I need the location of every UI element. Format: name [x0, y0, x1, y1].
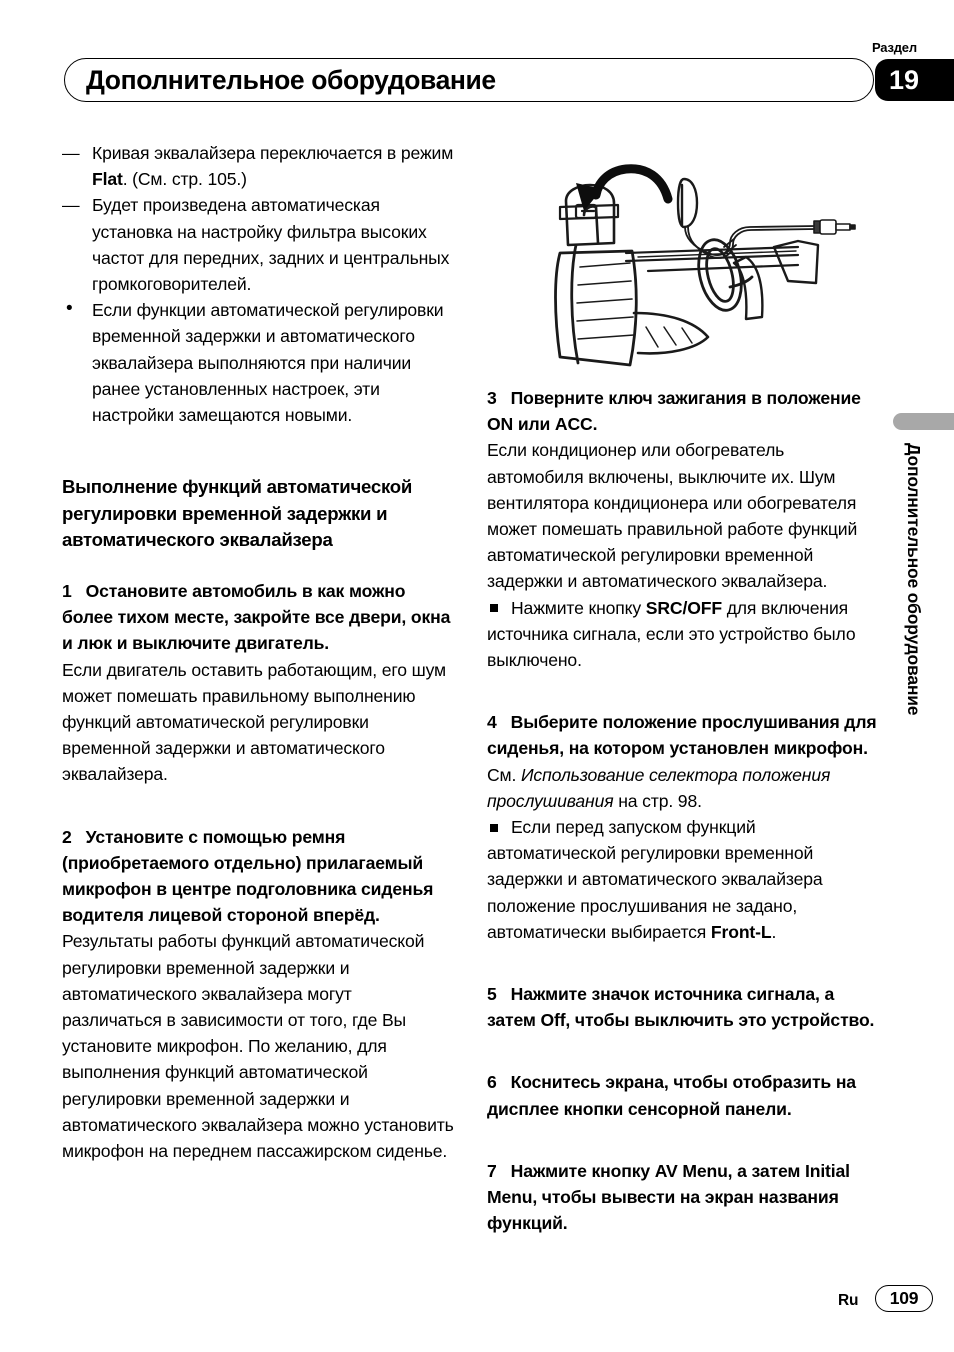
footer-language: Ru [838, 1292, 859, 1309]
dash-item [62, 192, 454, 297]
step-3-number: 3 [487, 388, 497, 408]
bullet-item: • Если функции автоматической регулировки временной задержки и автоматического эквалайзера выполняются при наличии ранее установленных настроек, эти настройки замещаются новыми. [62, 297, 454, 428]
step-3-note-text-b: для включения источника сигнала, если это устройство было выключено. [487, 597, 856, 671]
step-2-title: Установите с помощью ремня (приобретаемого отдельно) прилагаемый микрофон в центре подголовника сиденья водителя лицевой стороной вперёд. [62, 826, 434, 926]
step-4-note-text-a: Если перед запуском функций автоматической регулировки временной задержки и автоматического эквалайзера положение прослушивания не задано, автоматически выбирается [487, 817, 823, 942]
section-heading: Выполнение функций автоматической регулировки временной задержки и автоматического эквалайзера [62, 476, 413, 551]
step-4-note-bold: Front-L [710, 921, 772, 942]
step-4-note [487, 814, 879, 945]
microphone [678, 179, 697, 227]
spacer [62, 554, 454, 578]
footer-page-number: 109 [875, 1285, 933, 1312]
step-3-note-text-a: Нажмите кнопку [511, 597, 646, 618]
step-3-body: Если кондиционер или обогреватель автомобиля включены, выключите их. Шум вентилятора кондиционера или обогревателя может помешать правильной работе функций автоматической регулировки временной задержки и автоматического эквалайзера. [487, 440, 858, 592]
square-bullet-icon [490, 824, 498, 832]
step-3-note [487, 595, 879, 674]
spacer [487, 1122, 879, 1158]
square-bullet-icon [490, 604, 498, 612]
step-2 [62, 824, 454, 929]
step-3-title: Поверните ключ зажигания в положение ON или ACC. [487, 388, 861, 435]
headrest-strap [560, 205, 618, 219]
step-1-number: 1 [62, 581, 72, 602]
step-1-title: Остановите автомобиль в как можно более тихом месте, закройте все двери, окна и люк и выключите двигатель. [62, 581, 451, 654]
step-4-reference [487, 762, 879, 814]
step-5-title: Нажмите значок источника сигнала, а затем Off, чтобы выключить это устройство. [487, 984, 875, 1031]
step-5 [487, 981, 879, 1033]
dash-item-bold-a: Flat [92, 169, 123, 190]
spacer [487, 1033, 879, 1069]
step-1-body: Если двигатель оставить работающим, его шум может помешать правильному выполнению функций автоматической регулировки временной задержки и автоматического эквалайзера. [62, 659, 446, 785]
step-1 [62, 578, 454, 657]
step-6-number: 6 [487, 1072, 497, 1093]
step-3 [487, 385, 879, 437]
jack-plug [814, 220, 855, 234]
step-4 [487, 709, 879, 761]
step-5-number: 5 [487, 984, 497, 1005]
step-6 [487, 1069, 879, 1121]
right-column [487, 385, 879, 1236]
step-4-ref-prefix: См. [487, 764, 521, 785]
step-4-title: Выберите положение прослушивания для сиденья, на котором установлен микрофон. [487, 712, 877, 759]
side-tab-bar [893, 413, 954, 430]
left-column [62, 140, 454, 1164]
section-label: Раздел [872, 40, 917, 55]
dash-item-text-b: . (См. стр. 105.) [122, 169, 247, 190]
section-number-badge: 19 [875, 59, 954, 101]
dash-item [62, 140, 454, 192]
step-4-ref-suffix: на стр. 98. [613, 790, 702, 811]
step-2-number: 2 [62, 826, 72, 847]
dash-item-text-a: Кривая эквалайзера переключается в режим [92, 143, 454, 163]
page-title: Дополнительное оборудование [86, 65, 496, 95]
car-interior-microphone-illustration [498, 135, 888, 375]
step-4-number: 4 [487, 712, 497, 733]
step-3-note-bold: SRC/OFF [645, 597, 722, 618]
spacer [487, 673, 879, 709]
step-6-title: Коснитесь экрана, чтобы отобразить на дисплее кнопки сенсорной панели. [487, 1072, 856, 1119]
side-tab-label: Дополнительное оборудование [904, 443, 924, 716]
step-4-note-text-b: . [771, 921, 777, 942]
spacer [62, 428, 454, 474]
spacer [487, 945, 879, 981]
step-7-title: Нажмите кнопку AV Menu, а затем Initial Menu, чтобы вывести на экран названия функций. [487, 1160, 850, 1234]
spacer [62, 788, 454, 824]
step-7-number: 7 [487, 1160, 497, 1181]
step-7 [487, 1158, 879, 1237]
step-4-ref-italic: Использование селектора положения прослушивания [487, 764, 831, 811]
seat-cushion [634, 313, 708, 353]
dash-item-text: Будет произведена автоматическая установка на настройку фильтра высоких частот для передних, задних и центральных громкоговорителей. [92, 195, 450, 295]
step-2-body: Результаты работы функций автоматической регулировки временной задержки и автоматического эквалайзера могут различаться в зависимости от того, где Вы установите микрофон. По желанию, для выполнения функций автоматической регулировки временной задержки и автоматического эквалайзера можно установить микрофон на переднем пассажирском сиденье. [62, 931, 454, 1162]
